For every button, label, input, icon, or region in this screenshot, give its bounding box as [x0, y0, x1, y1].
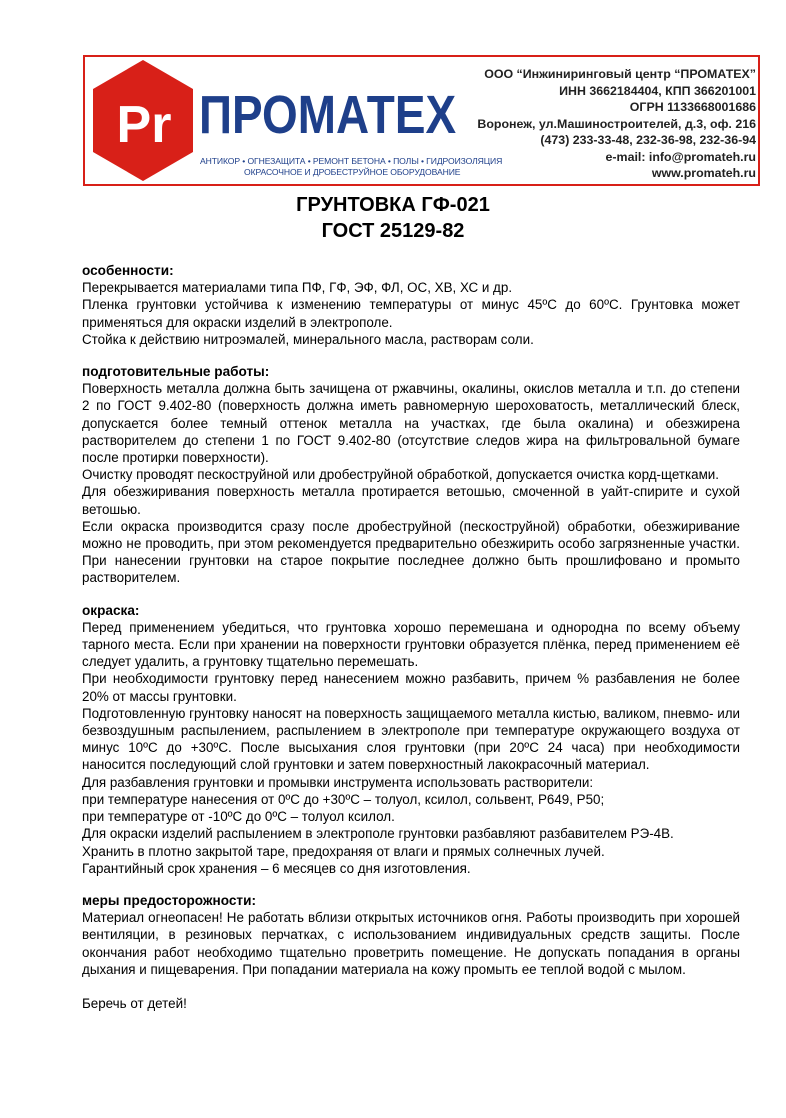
- logo-mark: Pr: [116, 96, 172, 154]
- company-phones: (473) 233-33-48, 232-36-98, 232-36-94: [540, 133, 756, 147]
- paragraph: Гарантийный срок хранения – 6 месяцев со дня изготовления.: [82, 860, 471, 876]
- company-details: [477, 66, 756, 182]
- document-standard: ГОСТ 25129-82: [321, 220, 465, 242]
- section-gap: [82, 978, 740, 995]
- section-heading-preparation: подготовительные работы:: [82, 364, 270, 380]
- brand-wordmark: ПРОМАТЕХ: [199, 85, 457, 145]
- paragraph: Перекрывается материалами типа ПФ, ГФ, ЭФ, ФЛ, ОС, ХВ, ХС и др.: [82, 280, 513, 296]
- paragraph: Стойка к действию нитроэмалей, минерального масла, растворам соли.: [82, 331, 534, 347]
- paragraph: Если окраска производится сразу после дробеструйной (пескоструйной) обработки, обезжиривание можно не проводить, при этом рекомендуется предварительно обезжирить особо загрязненные участки. При нанесении грунтовки на старое покрытие последнее должно быть прошлифовано и промыто растворителем.: [82, 518, 740, 586]
- paragraph: при температуре нанесения от 0ºС до +30ºС – толуол, ксилол, сольвент, Р649, Р50;: [82, 791, 605, 807]
- paragraph: Очистку проводят пескоструйной или дробеструйной обработкой, допускается очистка корд-щетками.: [82, 467, 719, 483]
- paragraph: Материал огнеопасен! Не работать вблизи открытых источников огня. Работы производить при хорошей вентиляции, в резиновых перчатках, с использованием индивидуальных средств защиты. После окончания работ необходимо тщательно проветрить помещение. Не допускать попадания в органы дыхания и пищеварения. При попадании материала на кожу промыть ее теплой водой с мылом.: [82, 910, 740, 977]
- footer-warning: Беречь от детей!: [82, 995, 187, 1011]
- company-email[interactable]: e-mail: info@promateh.ru: [605, 149, 756, 164]
- company-website[interactable]: www.promateh.ru: [651, 166, 756, 180]
- paragraph: Для обезжиривания поверхность металла протирается ветошью, смоченной в уайт-спирите и сухой ветошью.: [82, 484, 740, 517]
- company-address: Воронеж, ул.Машиностроителей, д.3, оф. 216: [477, 116, 756, 131]
- section-gap: [82, 587, 740, 602]
- brand-slogan-line-1: АНТИКОР • ОГНЕЗАЩИТА • РЕМОНТ БЕТОНА • ПОЛЫ • ГИДРОИЗОЛЯЦИЯ: [200, 156, 503, 166]
- company-ogrn: ОГРН 1133668001686: [629, 100, 756, 114]
- paragraph: Для окраски изделий распылением в электрополе грунтовки разбавляют разбавителем РЭ-4В.: [82, 826, 674, 842]
- paragraph: Подготовленную грунтовку наносят на поверхность защищаемого металла кистью, валиком, пневмо- или безвоздушным распылением, распылением в электрополе при температуре окружающего воздуха от минус 10ºС до +30ºС. После высыхания слоя грунтовки (при 20ºС 24 часа) при необходимости наносится последующий слой грунтовки и затем поверхностный лакокрасочный материал.: [82, 705, 740, 773]
- company-logo: [88, 58, 198, 183]
- section-heading-features: особенности:: [82, 263, 174, 278]
- company-inn: ИНН 3662184404, КПП 366201001: [559, 83, 756, 98]
- document-body: [82, 262, 740, 1012]
- section-heading-safety: меры предосторожности:: [82, 892, 256, 908]
- paragraph: При необходимости грунтовку перед нанесением можно разбавить, причем % разбавления не более 20% от массы грунтовки.: [82, 671, 740, 704]
- paragraph: Поверхность металла должна быть зачищена от ржавчины, окалины, окислов металла и т.п. до степени 2 по ГОСТ 9.402-80 (поверхность должна иметь равномерную шероховатость, металлический блеск, допускается более темный оттенок металла на участках, где была окалина) и обезжирена растворителем до степени 1 по ГОСТ 9.402-80 (отсутствие следов жира на фильтровальной бумаге после протирки поверхности).: [82, 381, 740, 466]
- paragraph: Хранить в плотно закрытой таре, предохраняя от влаги и прямых солнечных лучей.: [82, 843, 605, 859]
- paragraph: Для разбавления грунтовки и промывки инструмента использовать растворители:: [82, 774, 594, 790]
- document-title: ГРУНТОВКА ГФ-021: [296, 194, 490, 216]
- section-gap: [82, 348, 740, 363]
- company-name: ООО “Инжиниринговый центр “ПРОМАТЕХ”: [484, 67, 756, 81]
- section-gap: [82, 877, 740, 892]
- brand-slogan-line-2: ОКРАСОЧНОЕ И ДРОБЕСТРУЙНОЕ ОБОРУДОВАНИЕ: [244, 167, 461, 177]
- paragraph: Перед применением убедиться, что грунтовка хорошо перемешана и однородна по всему объему тарного места. Если при хранении на поверхности грунтовки образуется плёнка, перед применением её следует удалить, а грунтовку тщательно перемешать.: [82, 619, 740, 670]
- paragraph: Пленка грунтовки устойчива к изменению температуры от минус 45ºС до 60ºС. Грунтовка может применяться для окраски изделий в электрополе.: [82, 297, 740, 330]
- paragraph: при температуре от -10ºС до 0ºС – толуол ксилол.: [82, 809, 395, 825]
- section-heading-painting: окраска:: [82, 602, 140, 618]
